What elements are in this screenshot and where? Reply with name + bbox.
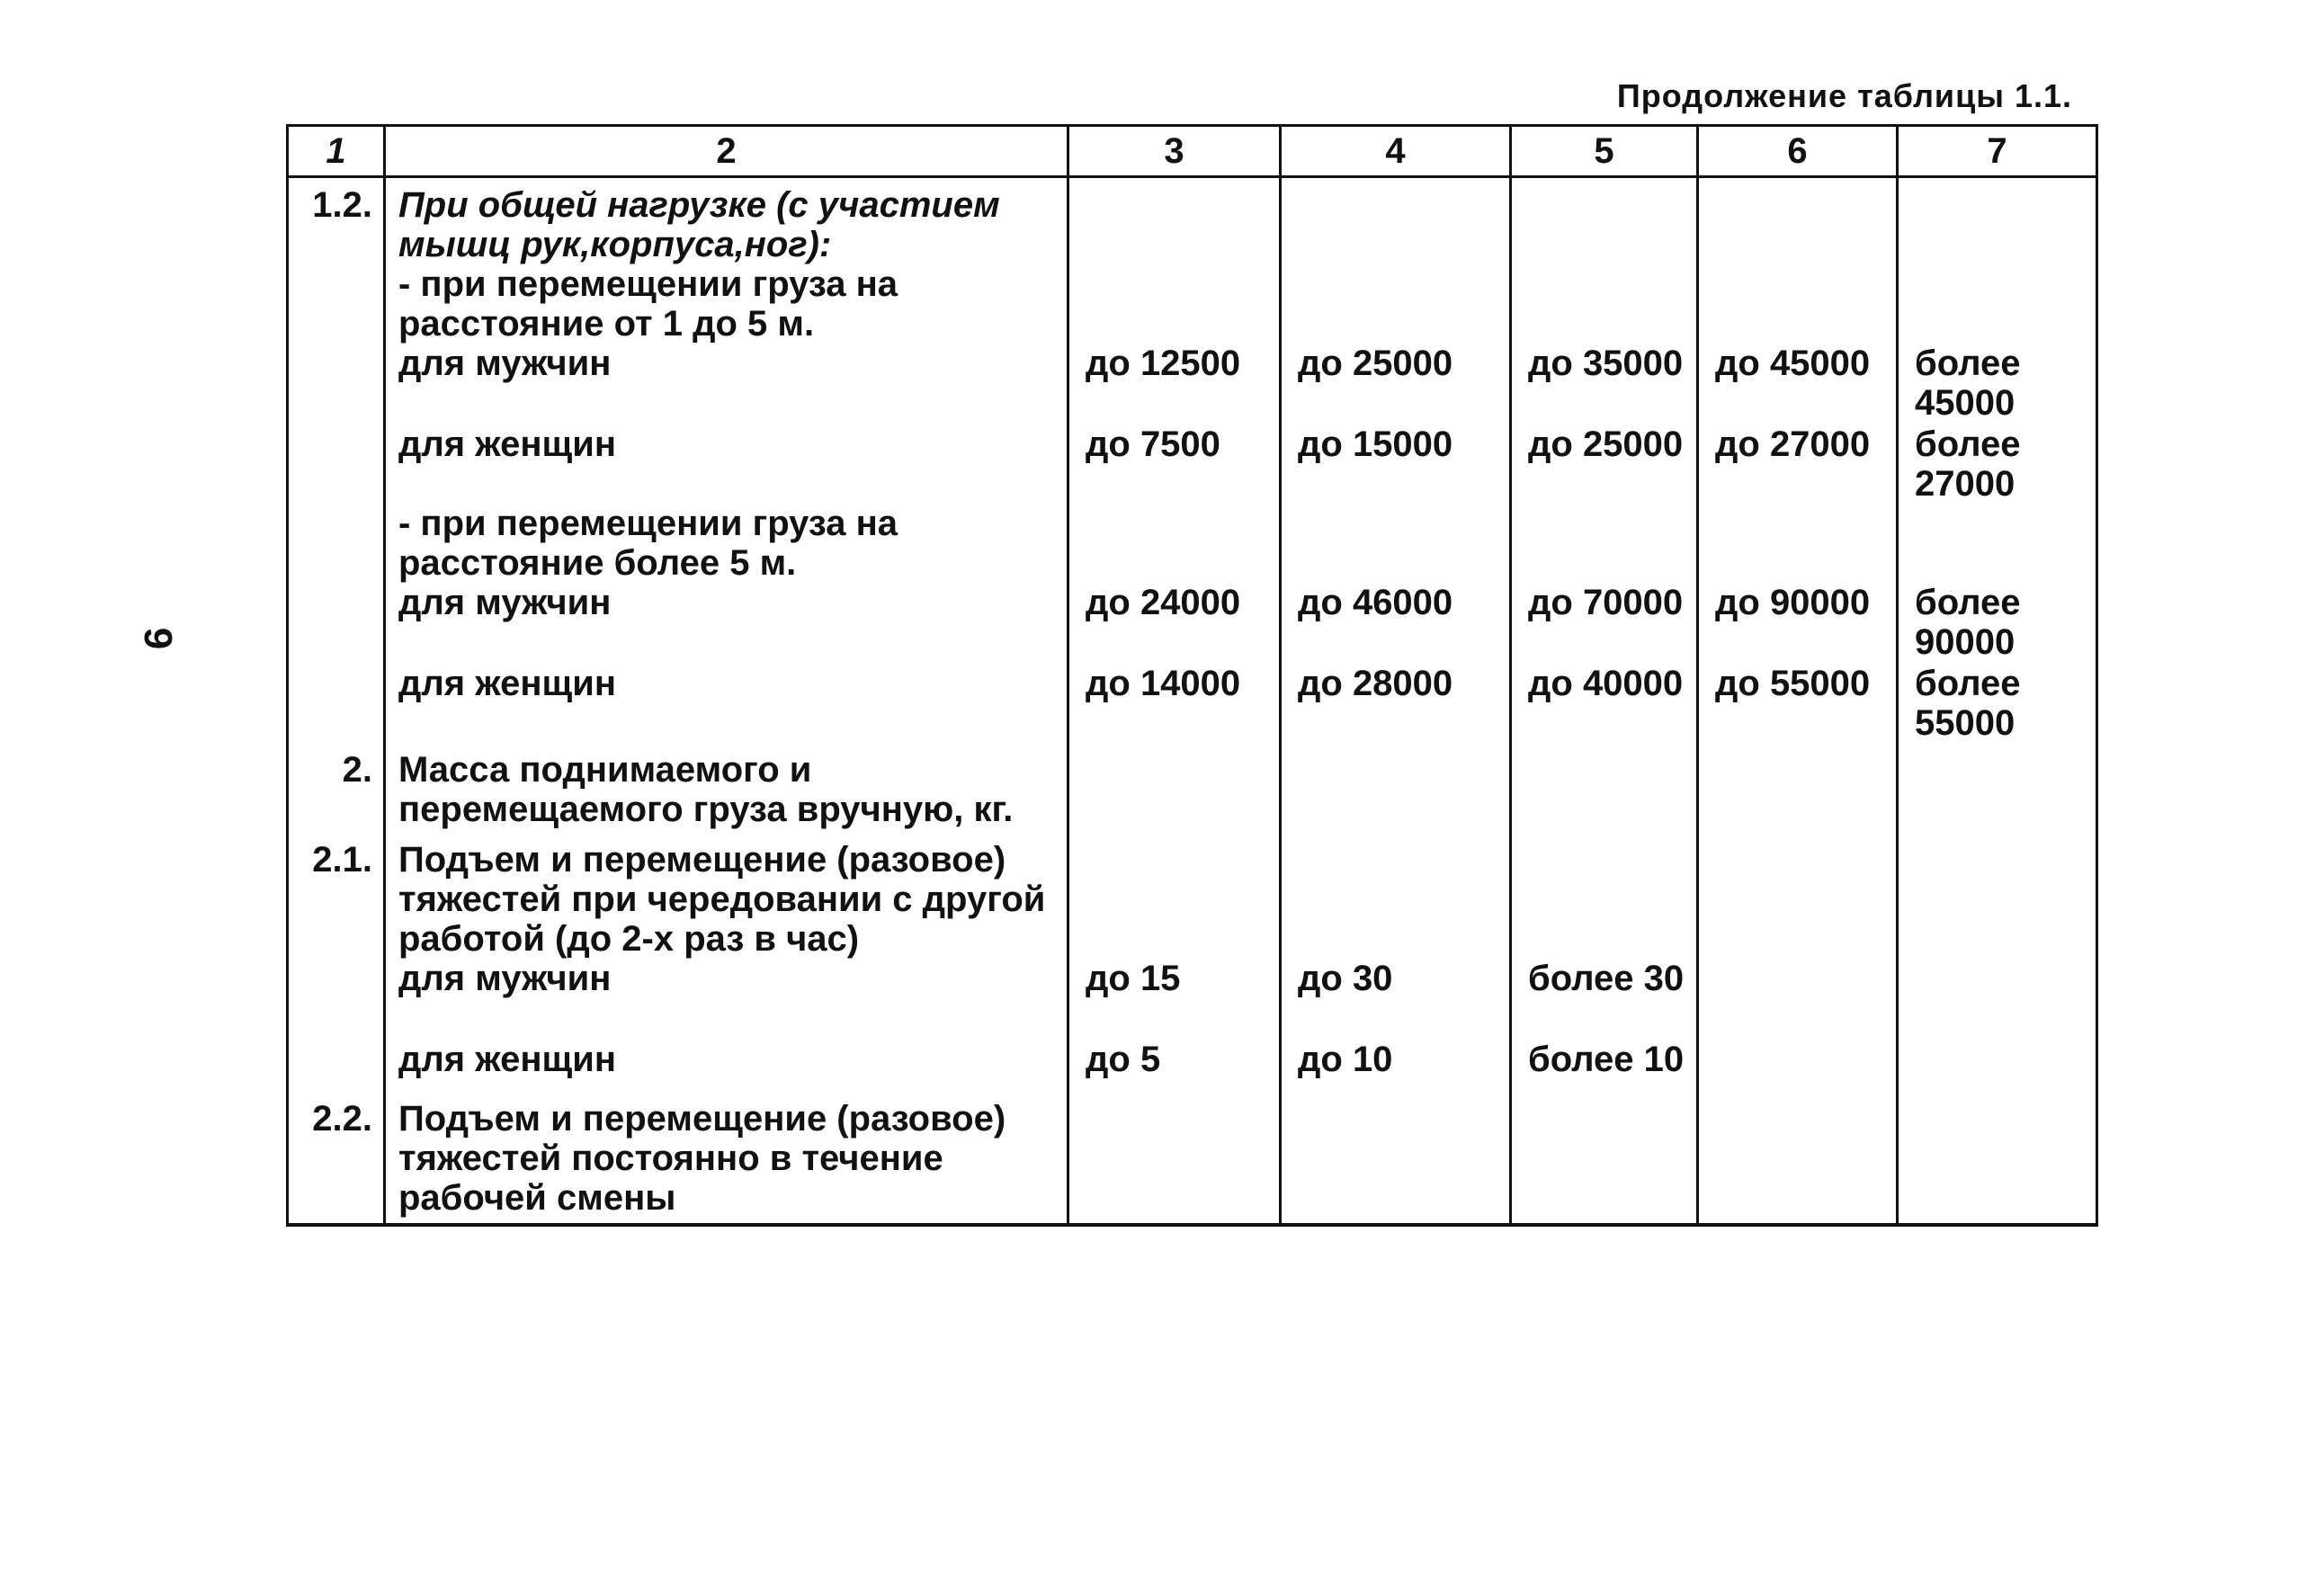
- cell-value: до 24000: [1068, 583, 1281, 664]
- table-row: [288, 344, 2097, 424]
- cell-value: до 27000: [1698, 424, 1898, 504]
- cell-value: более 90000: [1898, 583, 2097, 664]
- column-header-5: 5: [1511, 126, 1698, 177]
- row-description: Подъем и перемещение (разовое) тяжестей постоянно в течение рабочей смены: [385, 1092, 1068, 1225]
- cell-value: до 7500: [1068, 424, 1281, 504]
- cell-value: до 46000: [1281, 583, 1511, 664]
- cell-value: до 55000: [1698, 664, 1898, 743]
- row-number: 2.1.: [288, 833, 385, 959]
- page-number: 9: [136, 627, 180, 650]
- table-row: [288, 1040, 2097, 1092]
- row-number: 2.2.: [288, 1092, 385, 1225]
- table-row: [288, 583, 2097, 664]
- cell-value: до 25000: [1511, 424, 1698, 504]
- row-description: для женщин: [385, 1040, 1068, 1092]
- cell-value: более 10: [1511, 1040, 1698, 1092]
- row-description: для женщин: [385, 424, 1068, 504]
- table-row: [288, 177, 2097, 265]
- table-row: [288, 1092, 2097, 1225]
- column-header-2: 2: [385, 126, 1068, 177]
- row-description: Масса поднимаемого и перемещаемого груза вручную, кг.: [385, 743, 1068, 833]
- cell-value: до 12500: [1068, 344, 1281, 424]
- table-row: [288, 664, 2097, 743]
- cell-value: более 45000: [1898, 344, 2097, 424]
- cell-value: до 40000: [1511, 664, 1698, 743]
- table-row: [288, 743, 2097, 833]
- column-header-7: 7: [1898, 126, 2097, 177]
- table-header-row: [288, 126, 2097, 177]
- cell-value: до 5: [1068, 1040, 1281, 1092]
- row-number: 2.: [288, 743, 385, 833]
- row-description: При общей нагрузке (с участием мышц рук,корпуса,ног):: [385, 177, 1068, 265]
- row-description: - при перемещении груза на расстояние более 5 м.: [385, 504, 1068, 583]
- cell-value: до 35000: [1511, 344, 1698, 424]
- row-description: для мужчин: [385, 344, 1068, 424]
- cell-value: до 30: [1281, 959, 1511, 1040]
- norms-table: [286, 124, 2098, 1227]
- table-row: [288, 959, 2097, 1040]
- column-header-3: 3: [1068, 126, 1281, 177]
- cell-value: более 30: [1511, 959, 1698, 1040]
- table-row: [288, 424, 2097, 504]
- cell-value: до 45000: [1698, 344, 1898, 424]
- cell-value: до 70000: [1511, 583, 1698, 664]
- cell-value: более 27000: [1898, 424, 2097, 504]
- row-description: - при перемещении груза на расстояние от 1 до 5 м.: [385, 264, 1068, 344]
- column-header-1: 1: [288, 126, 385, 177]
- cell-value: более 55000: [1898, 664, 2097, 743]
- table-row: [288, 264, 2097, 344]
- table-row: [288, 833, 2097, 959]
- row-description: Подъем и перемещение (разовое) тяжестей при чередовании с другой работой (до 2-х раз в час): [385, 833, 1068, 959]
- row-description: для женщин: [385, 664, 1068, 743]
- cell-value: до 10: [1281, 1040, 1511, 1092]
- cell-value: до 15: [1068, 959, 1281, 1040]
- row-number: 1.2.: [288, 177, 385, 265]
- cell-value: до 90000: [1698, 583, 1898, 664]
- row-description: для мужчин: [385, 959, 1068, 1040]
- cell-value: до 28000: [1281, 664, 1511, 743]
- cell-value: до 15000: [1281, 424, 1511, 504]
- table-row: [288, 504, 2097, 583]
- table-continuation-caption: Продолжение таблицы 1.1.: [1616, 77, 2072, 114]
- cell-value: до 25000: [1281, 344, 1511, 424]
- column-header-6: 6: [1698, 126, 1898, 177]
- column-header-4: 4: [1281, 126, 1511, 177]
- cell-value: до 14000: [1068, 664, 1281, 743]
- row-description: для мужчин: [385, 583, 1068, 664]
